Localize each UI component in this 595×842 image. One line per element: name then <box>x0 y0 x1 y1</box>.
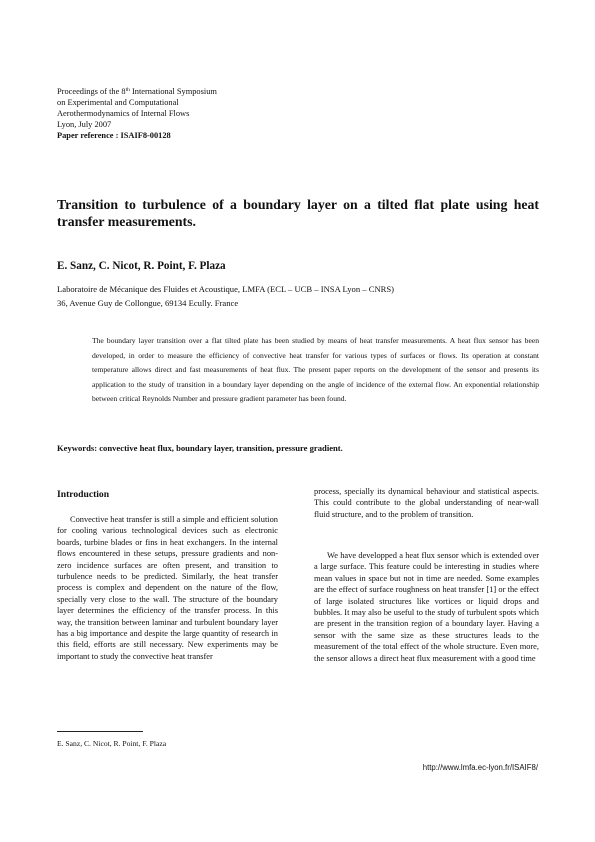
affiliation-line-1: Laboratoire de Mécanique des Fluides et Acoustique, LMFA (ECL – UCB – INSA Lyon – CNRS) <box>57 284 395 294</box>
proceedings-header <box>57 86 217 141</box>
keywords: Keywords: convective heat flux, boundary layer, transition, pressure gradient. <box>57 443 343 453</box>
affiliation-line-2: 36, Avenue Guy de Collongue, 69134 Ecully. France <box>57 298 239 308</box>
footnote-authors: E. Sanz, C. Nicot, R. Point, F. Plaza <box>57 739 167 748</box>
paper-reference: Paper reference : ISAIF8-00128 <box>57 131 171 140</box>
abstract: The boundary layer transition over a flat tilted plate has been studied by means of heat transfer measurements. A heat flux sensor has been developed, in order to measure the efficiency of convective heat transfer for various types of surfaces or flows. Its operation at constant temperature allows direct and fast measurements of heat flux. The present paper reports on the development of the sensor and presents its application to the study of transition in a boundary layer depending on the angle of incidence of the external flow. An exponential relationship between critical Reynolds Number and pressure gradient parameter has been found. <box>92 336 539 404</box>
intro-paragraph-right-2: We have developped a heat flux sensor which is extended over a large surface. This feature could be interesting in studies where mean values in space but not in time are needed. Some examples are the effect of surface roughness on heat transfer [1] or the effect of large isolated structures like vortices or liquid drops and bubbles. It may also be useful to the study of turbulent spots which are present in the transition region of a boundary layer. Having a sensor with the same size as these structures leads to the measurement of the total effect of the whole structure. Even more, the sensor allows a direct heat flux measurement with a good time <box>314 551 539 663</box>
affiliation <box>57 282 394 310</box>
section-heading-introduction: Introduction <box>57 489 110 500</box>
intro-paragraph-right-1: process, specially its dynamical behaviour and statistical aspects. This could contribute to the global understanding of near-wall fluid structure, and to the problem of transition. <box>314 487 539 519</box>
footer-url-link[interactable]: http://www.lmfa.ec-lyon.fr/ISAIF8/ <box>422 763 538 772</box>
proceedings-line-2: on Experimental and Computational <box>57 98 179 107</box>
proceedings-line-1: Proceedings of the 8th International Symposium <box>57 87 217 96</box>
proceedings-line-3: Aerothermodynamics of Internal Flows <box>57 109 190 118</box>
paper-title: Transition to turbulence of a boundary layer on a tilted flat plate using heat transfer measurements. <box>57 197 539 229</box>
authors: E. Sanz, C. Nicot, R. Point, F. Plaza <box>57 260 226 272</box>
footnote-divider <box>57 731 143 732</box>
ordinal-superscript: th <box>125 87 130 93</box>
intro-paragraph-left: Convective heat transfer is still a simple and efficient solution for cooling various technological devices such as electronic boards, turbine blades or fins in heat exchangers. In the internal flows encountered in these setups, pressure gradients and non-zero incidence surfaces are often present, and transition to turbulence needs to be predicted. Similarly, the heat transfer process is complex and dependent on the nature of the flow, specially very close to the wall. The structure of the boundary layer determines the efficiency of the transfer process. In this way, the transition between laminar and turbulent boundary layer has a big importance and despite the large quantity of research in this field, efforts are still necessary. New experiments may be important to study the convective heat transfer <box>57 515 278 661</box>
proceedings-line-4: Lyon, July 2007 <box>57 120 112 129</box>
